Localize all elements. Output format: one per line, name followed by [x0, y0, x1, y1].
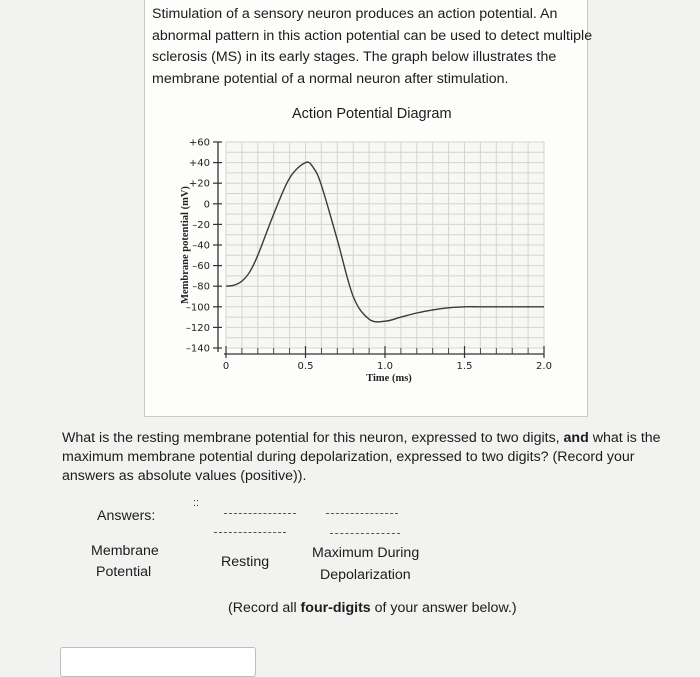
- question-bold-word: and: [563, 430, 589, 446]
- action-potential-chart: [160, 128, 560, 398]
- y-tick-label: 0: [203, 199, 210, 211]
- colon-marks: ::: [193, 497, 200, 509]
- dash-line: [326, 513, 398, 514]
- resting-label: Resting: [221, 554, 270, 570]
- membrane-label-line1: Membrane: [91, 543, 159, 559]
- dash-line: [214, 532, 286, 533]
- question-line: [62, 429, 662, 448]
- x-tick-label: 2.0: [536, 361, 552, 372]
- y-axis-title: Membrane potential (mV): [180, 186, 191, 304]
- question-line-post: what is the: [588, 430, 661, 446]
- x-tick-label: 0: [222, 361, 230, 372]
- y-tick-label: –120: [185, 322, 210, 334]
- record-prefix: (Record all: [228, 600, 301, 616]
- x-tick-label: 1.5: [456, 361, 473, 372]
- intro-line: membrane potential of a normal neuron after stimulation.: [152, 70, 509, 87]
- x-tick-label: 0.5: [297, 361, 314, 372]
- y-tick-label: –60: [192, 261, 210, 273]
- record-suffix: of your answer below.): [370, 600, 517, 616]
- dash-line: [224, 513, 296, 514]
- y-tick-label: +20: [188, 178, 210, 190]
- question-line: answers as absolute values (positive)).: [62, 468, 307, 484]
- question-line-pre: What is the resting membrane potential for this neuron, expressed to two digits,: [62, 430, 564, 446]
- record-bold: four-digits: [300, 600, 371, 616]
- question-text: [62, 429, 662, 486]
- y-tick-label: –40: [192, 240, 210, 252]
- y-tick-label: –100: [185, 302, 210, 314]
- y-tick-label: +60: [188, 137, 210, 149]
- answers-label: Answers:: [97, 508, 156, 524]
- intro-line: Stimulation of a sensory neuron produces an action potential. An: [152, 6, 558, 22]
- chart-title: Action Potential Diagram: [292, 106, 452, 122]
- max-label-line2: Depolarization: [320, 567, 411, 583]
- intro-text: [152, 4, 593, 90]
- y-tick-label: –140: [185, 343, 210, 355]
- intro-line: abnormal pattern in this action potential can be used to detect multiple: [152, 27, 593, 44]
- y-tick-label: –20: [192, 219, 210, 231]
- x-tick-label: 1.0: [377, 361, 393, 372]
- y-tick-label: +40: [188, 158, 210, 170]
- dash-line: [330, 533, 400, 534]
- membrane-label-line2: Potential: [96, 564, 152, 580]
- max-label-line1: Maximum During: [312, 545, 420, 561]
- y-tick-label: –80: [192, 281, 210, 293]
- record-instruction: [228, 598, 517, 618]
- intro-line: sclerosis (MS) in its early stages. The graph below illustrates the: [152, 49, 557, 65]
- question-line: maximum membrane potential during depolarization, expressed to two digits? (Record your: [62, 449, 635, 465]
- x-axis-title: Time (ms): [366, 373, 412, 384]
